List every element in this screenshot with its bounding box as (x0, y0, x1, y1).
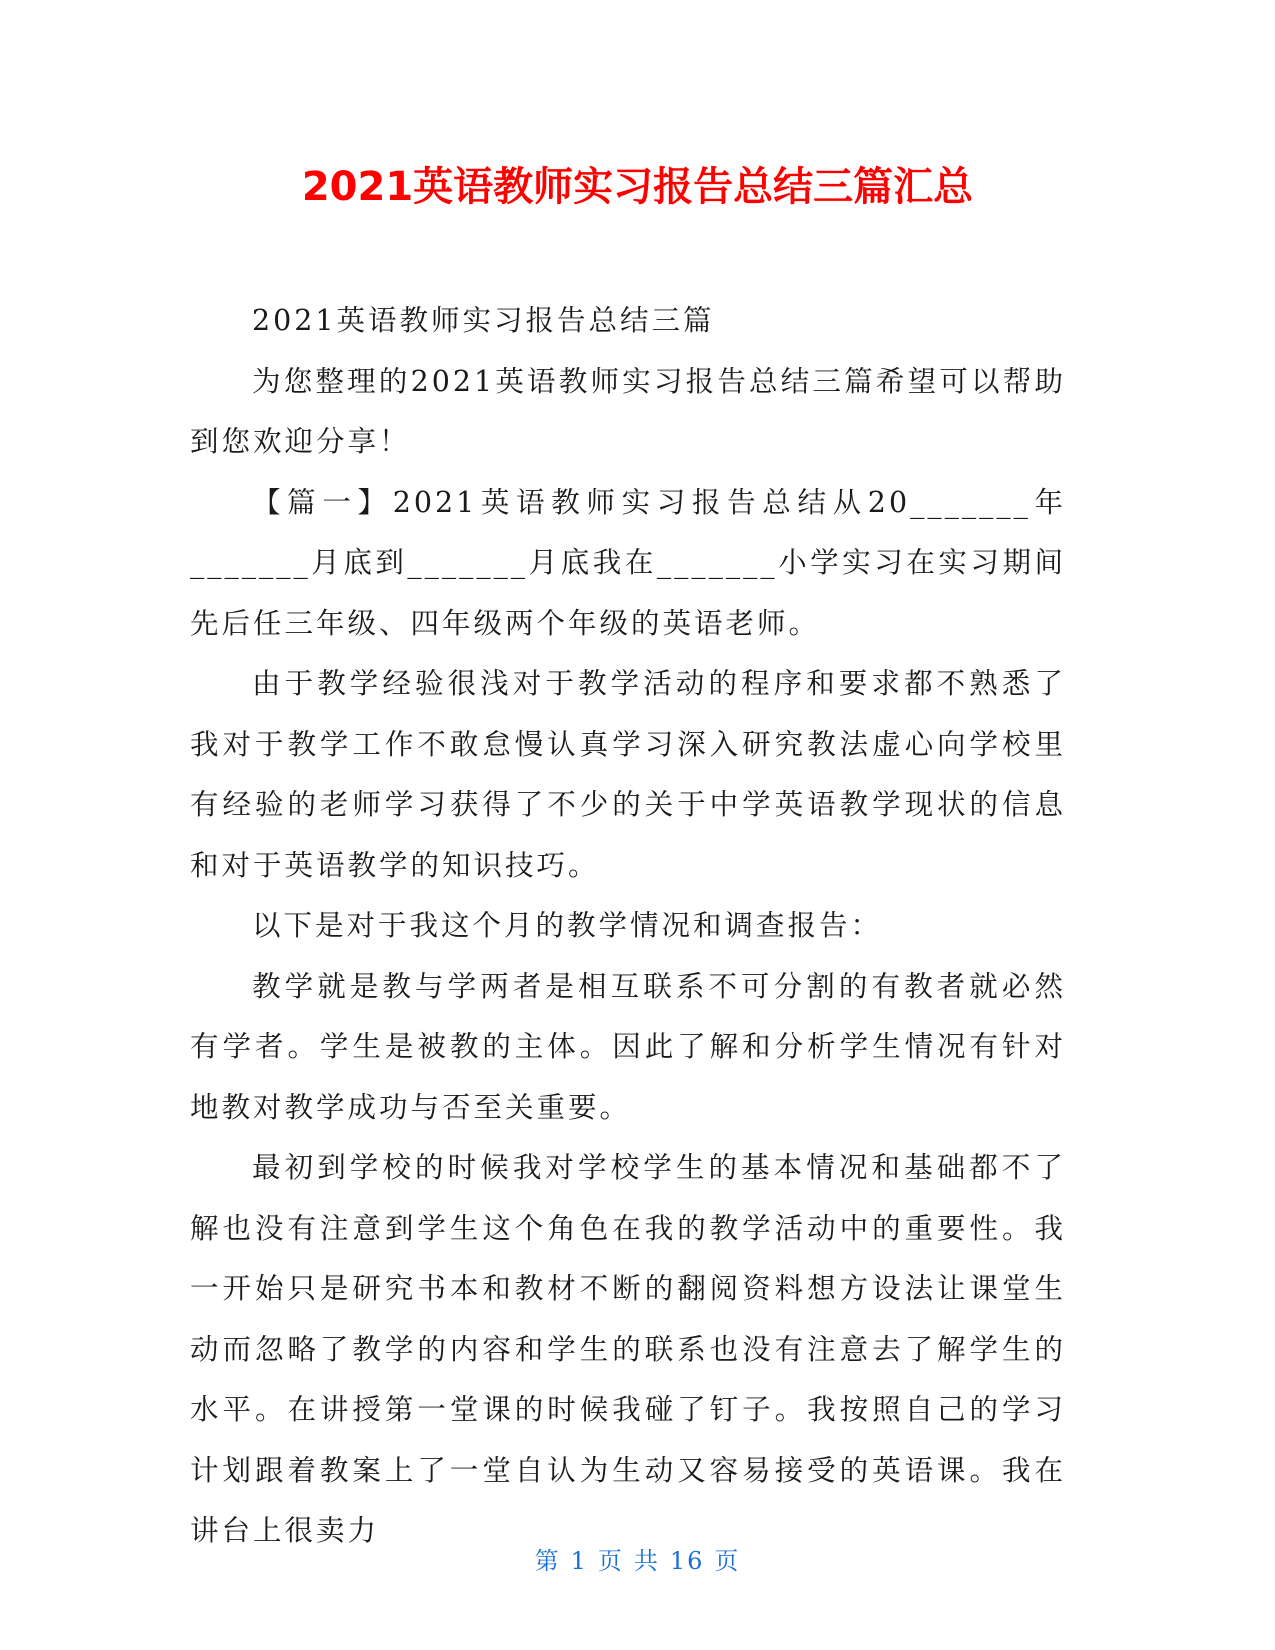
footer-page-label: 页 (597, 1547, 624, 1575)
document-body (190, 291, 1066, 1562)
paragraph-experience: 由于教学经验很浅对于教学活动的程序和要求都不熟悉了我对于教学工作不敢怠慢认真学习深入研究教法虚心向学校里有经验的老师学习获得了不少的关于中学英语教学现状的信息和对于英语教学的知识技巧。 (190, 667, 1066, 882)
paragraph-report-lead: 以下是对于我这个月的教学情况和调查报告： (252, 909, 883, 942)
footer-prefix: 第 (534, 1547, 561, 1575)
footer-suffix: 页 (714, 1547, 741, 1575)
footer-total-pages: 16 (669, 1547, 705, 1575)
footer-current-page: 1 (570, 1547, 588, 1575)
paragraph-intro: 为您整理的2021英语教师实习报告总结三篇希望可以帮助到您欢迎分享！ (190, 364, 1066, 458)
paragraph-subtitle: 2021英语教师实习报告总结三篇 (252, 304, 715, 337)
paragraph-teaching: 教学就是教与学两者是相互联系不可分割的有教者就必然有学者。学生是被教的主体。因此了解和分析学生情况有针对地教对教学成功与否至关重要。 (190, 969, 1066, 1124)
paragraph-first-lesson: 最初到学校的时候我对学校学生的基本情况和基础都不了解也没有注意到学生这个角色在我的教学活动中的重要性。我一开始只是研究书本和教材不断的翻阅资料想方设法让课堂生动而忽略了教学的内容和学生的联系也没有注意去了解学生的水平。在讲授第一堂课的时候我碰了钉子。我按照自己的学习计划跟着教案上了一堂自认为生动又容易接受的英语课。我在讲台上很卖力 (190, 1151, 1066, 1547)
page-footer (0, 1545, 1275, 1577)
paragraph-section-one: 【篇一】2021英语教师实习报告总结从20_______年_______月底到_______月底我在_______小学实习在实习期间先后任三年级、四年级两个年级的英语老师。 (190, 485, 1066, 640)
footer-total-label: 共 (633, 1547, 660, 1575)
document-title: 2021英语教师实习报告总结三篇汇总 (301, 164, 974, 210)
